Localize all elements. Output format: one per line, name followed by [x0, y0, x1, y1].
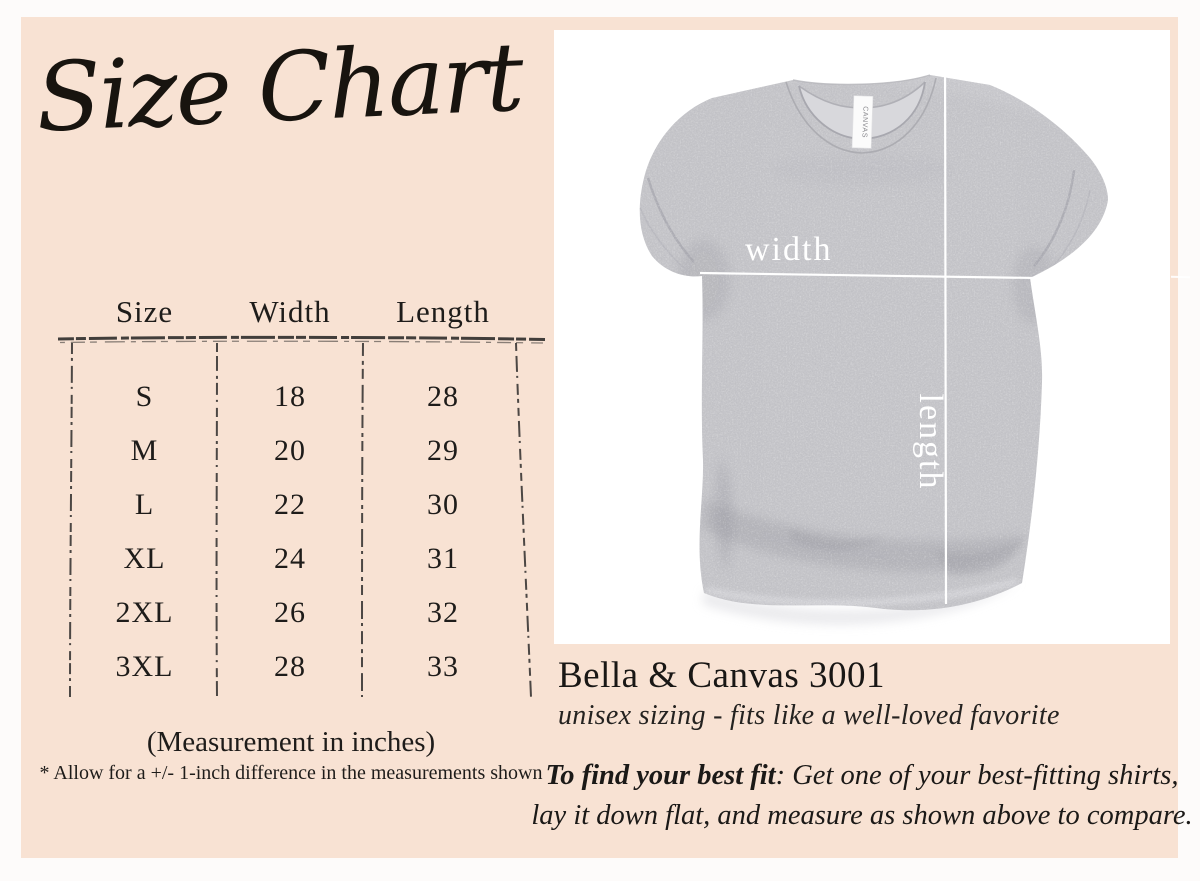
cell-length: 31	[427, 542, 459, 575]
cell-size: L	[134, 488, 155, 521]
cell-length: 29	[427, 434, 459, 467]
cell-length: 28	[427, 380, 459, 413]
cell-size: S	[135, 380, 154, 413]
column-header-length: Length	[396, 294, 490, 329]
width-label: width	[745, 231, 833, 268]
cell-size: M	[130, 434, 159, 467]
tolerance-note: * Allow for a +/- 1-inch difference in the measurements shown	[39, 762, 543, 784]
cell-length: 30	[427, 488, 459, 521]
tshirt-illustration	[554, 30, 1170, 644]
table-row-m	[72, 424, 523, 478]
measurement-unit-note: (Measurement in inches)	[146, 726, 436, 758]
cell-width: 26	[274, 596, 306, 629]
width-line-extension	[1171, 276, 1190, 279]
product-photo	[554, 30, 1170, 644]
length-label: length	[912, 393, 949, 491]
table-row-s	[72, 370, 523, 424]
fit-instructions-lead: To find your best fit	[545, 760, 776, 791]
product-info	[558, 654, 1188, 732]
brand-tag-text: CANVAS	[860, 106, 869, 139]
product-name: Bella & Canvas 3001	[558, 655, 886, 696]
cell-width: 20	[274, 434, 306, 467]
cell-width: 22	[274, 488, 306, 521]
cell-width: 28	[274, 650, 306, 683]
size-table-header	[72, 288, 523, 334]
table-row-3xl	[72, 640, 523, 694]
cell-width: 24	[274, 542, 306, 575]
cell-length: 33	[427, 650, 459, 683]
table-row-2xl	[72, 586, 523, 640]
column-header-size: Size	[115, 294, 174, 329]
cell-size: 2XL	[115, 596, 174, 629]
cell-length: 32	[427, 596, 459, 629]
column-header-width: Width	[249, 294, 331, 329]
fit-instructions-rest: : Get one of your best-fitting shirts,	[775, 760, 1179, 791]
fit-instructions	[524, 756, 1200, 836]
brand-tag	[852, 96, 873, 149]
length-measure-line	[945, 33, 946, 604]
cell-width: 18	[274, 380, 306, 413]
table-row-xl	[72, 532, 523, 586]
cell-size: XL	[123, 542, 166, 575]
fit-instructions-line2: lay it down flat, and measure as shown above to compare.	[531, 800, 1193, 831]
page-title: Size Chart	[33, 22, 525, 154]
table-row-l	[72, 478, 523, 532]
size-table	[72, 370, 523, 694]
product-tagline: unisex sizing - fits like a well-loved favorite	[558, 700, 1060, 731]
cell-size: 3XL	[115, 650, 174, 683]
